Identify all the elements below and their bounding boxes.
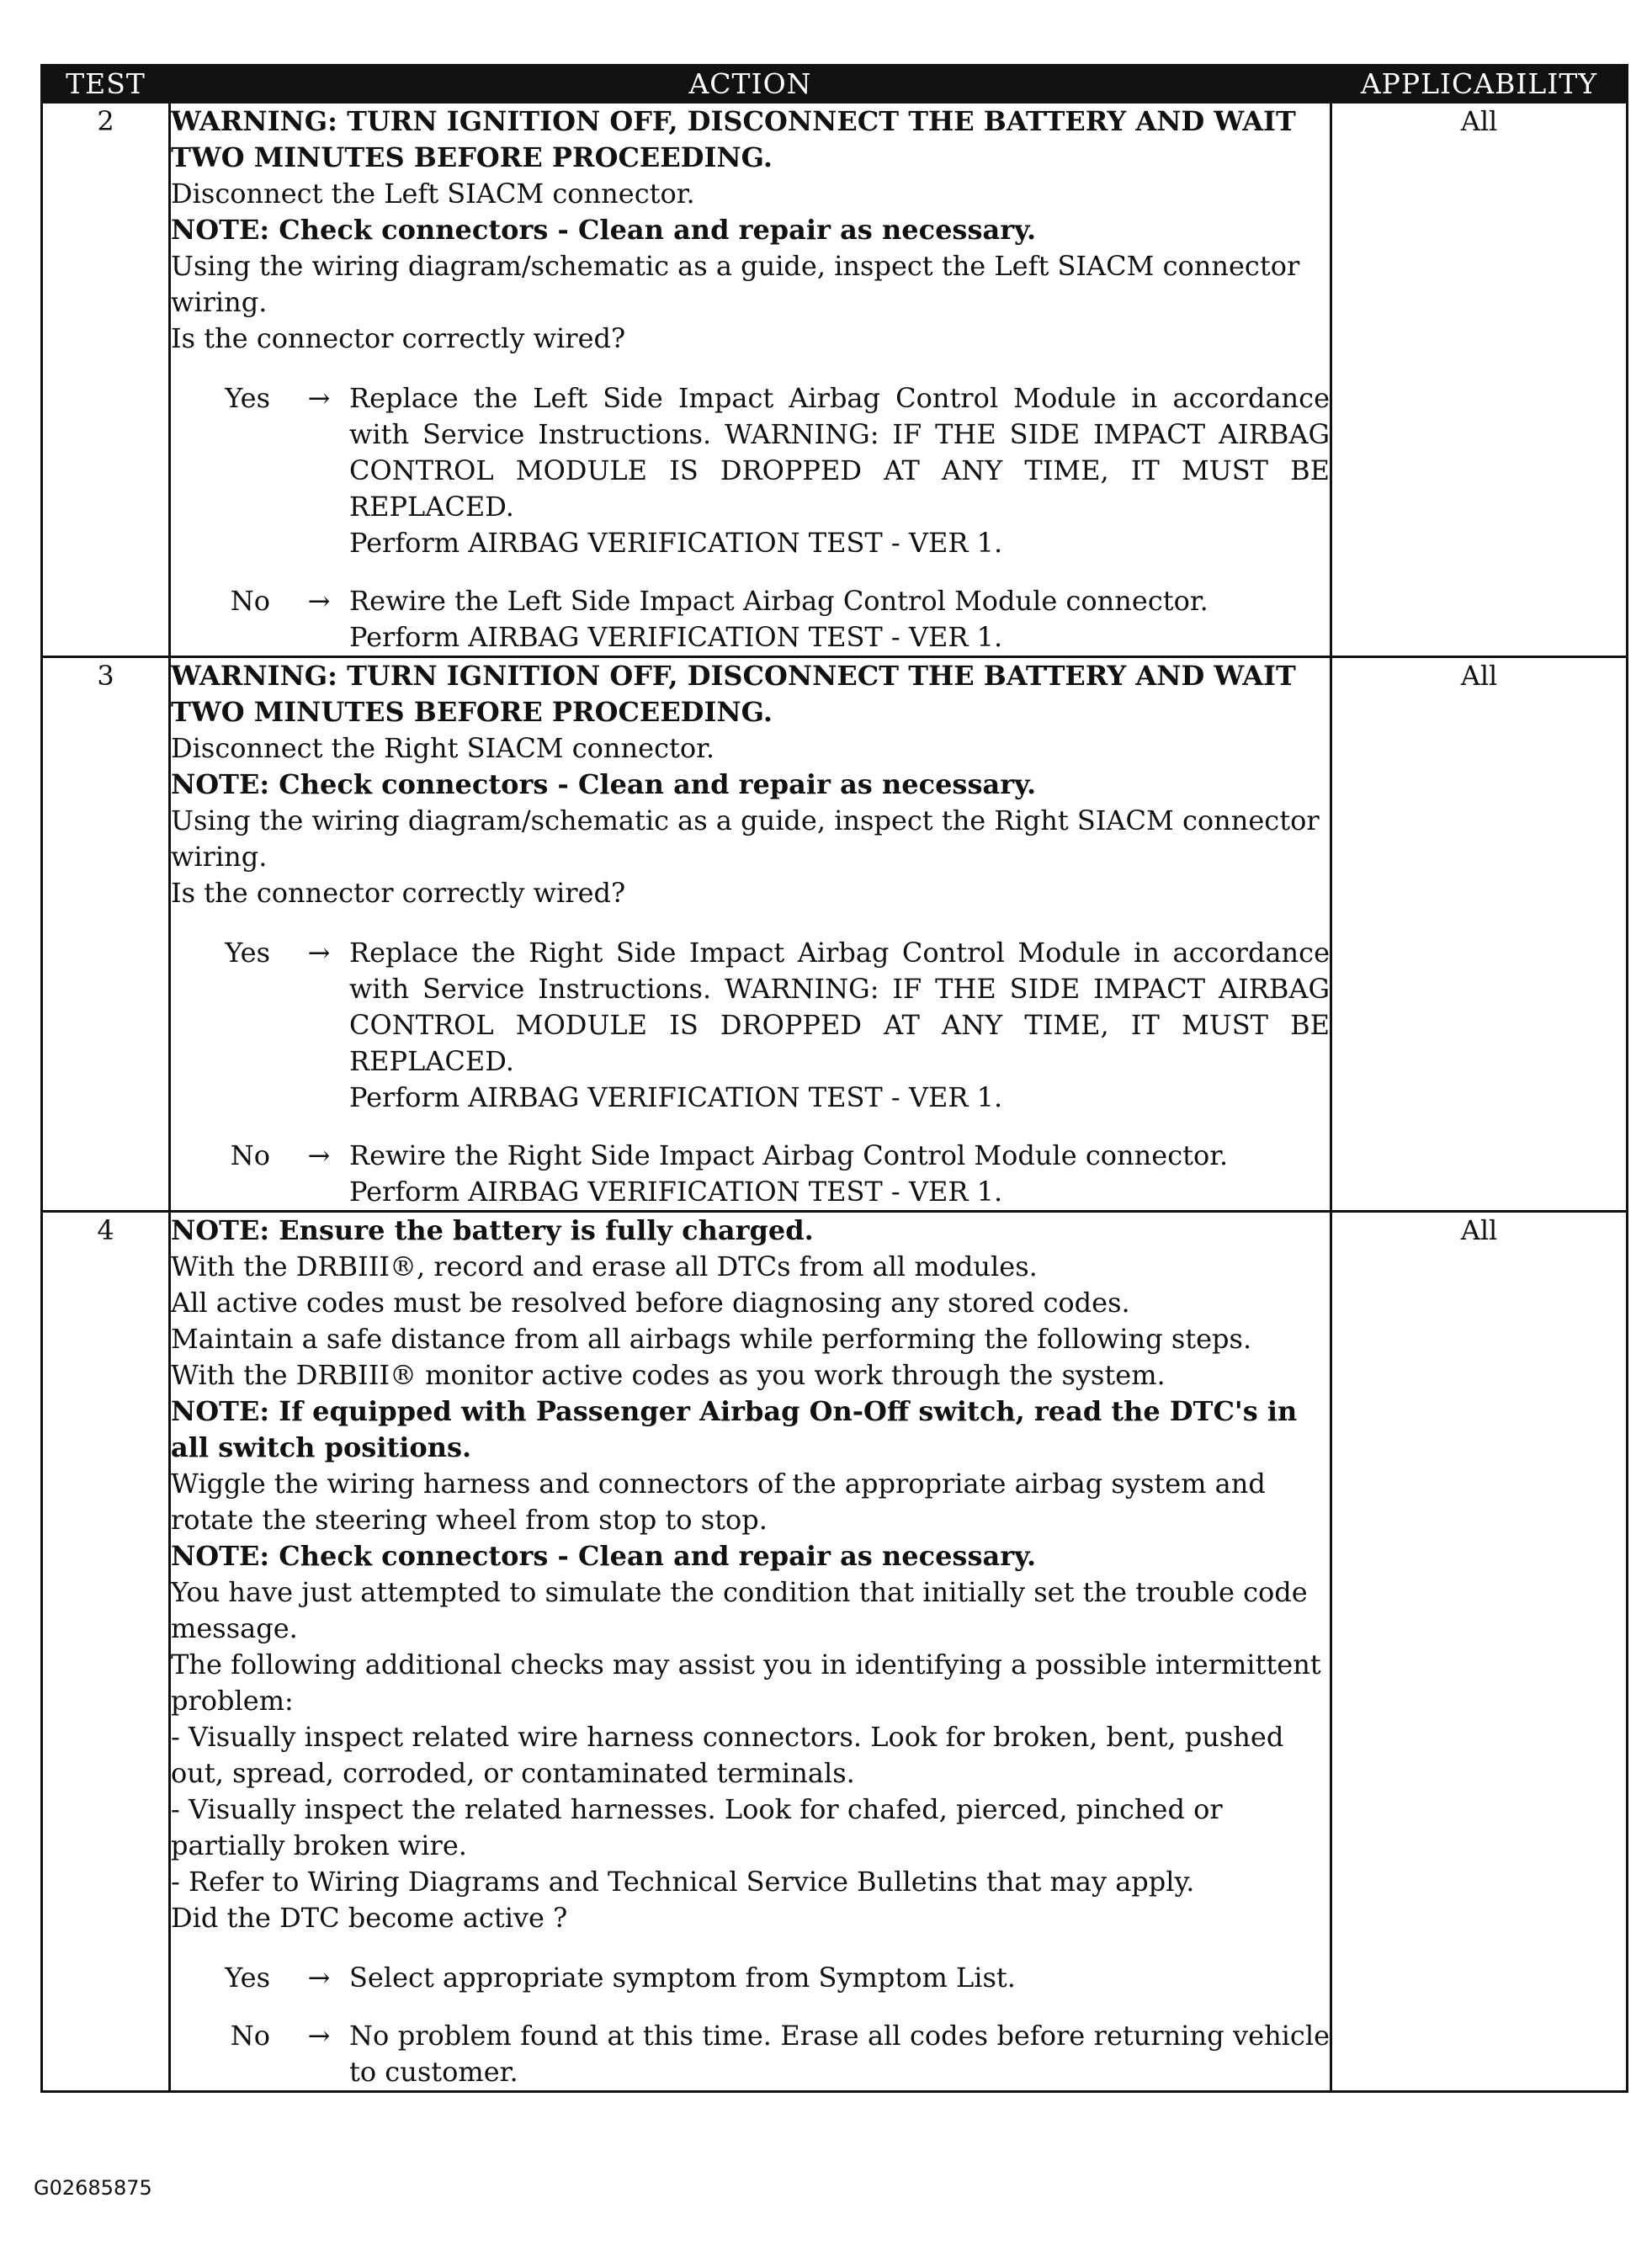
header-action: ACTION (170, 66, 1331, 103)
action-step: The following additional checks may assist you in identifying a possible intermittent problem: (171, 1648, 1321, 1717)
action-step: You have just attempted to simulate the condition that initially set the trouble code message. (171, 1576, 1308, 1644)
answer-no (171, 1138, 1330, 1210)
answer-no (171, 2018, 1330, 2090)
answer-followup: Perform AIRBAG VERIFICATION TEST - VER 1. (349, 1081, 1003, 1113)
action-step: Wiggle the wiring harness and connectors of the appropriate airbag system and rotate the steering wheel from stop to stop. (171, 1468, 1266, 1536)
table-body (42, 103, 1628, 2092)
answer-instruction: No problem found at this time. Erase all codes before returning vehicle to customer. (349, 2020, 1330, 2088)
action-step: Disconnect the Left SIACM connector. (171, 178, 695, 210)
answer-yes (171, 380, 1330, 561)
applicability: All (1331, 103, 1628, 657)
action-note: NOTE: Check connectors - Clean and repair as necessary. (171, 214, 1037, 246)
action-step: - Visually inspect the related harnesses. Look for chafed, pierced, pinched or partially broken wire. (171, 1793, 1223, 1861)
action-step: Did the DTC become active ? (171, 1902, 568, 1934)
action-step: - Refer to Wiring Diagrams and Technical Service Bulletins that may apply. (171, 1866, 1195, 1898)
table-header-row (42, 66, 1628, 103)
applicability: All (1331, 657, 1628, 1212)
answer-label: Yes (225, 937, 270, 969)
answer-label: No (230, 2020, 270, 2052)
figure-code: G02685875 (34, 2176, 152, 2200)
answer-no (171, 583, 1330, 656)
answer-label: No (230, 1139, 270, 1171)
action-note: WARNING: TURN IGNITION OFF, DISCONNECT THE BATTERY AND WAIT TWO MINUTES BEFORE PROCEEDING. (171, 660, 1296, 728)
header-test: TEST (42, 66, 170, 103)
answer-text (349, 583, 1330, 656)
answer-followup: Perform AIRBAG VERIFICATION TEST - VER 1. (349, 527, 1003, 559)
answer-instruction: Replace the Left Side Impact Airbag Control Module in accordance with Service Instructions. WARNING: IF THE SIDE IMPACT AIRBAG CONTROL MODULE IS DROPPED AT ANY TIME, IT MUST BE REPLACED. (349, 382, 1330, 523)
answer-label: Yes (225, 382, 270, 414)
arrow-right-icon: → (307, 382, 331, 414)
action-step: Disconnect the Right SIACM connector. (171, 732, 715, 764)
test-number: 3 (42, 657, 170, 1212)
action-step: Is the connector correctly wired? (171, 877, 626, 909)
answer-followup: Perform AIRBAG VERIFICATION TEST - VER 1. (349, 1176, 1003, 1208)
diagnostic-test-table (40, 64, 1628, 2093)
action-cell (170, 1212, 1331, 2092)
answer-text (349, 2018, 1330, 2090)
answer-instruction: Rewire the Right Side Impact Airbag Control Module connector. (349, 1139, 1229, 1171)
arrow-right-icon: → (307, 2020, 331, 2052)
answer-options (171, 935, 1330, 1210)
answer-text (349, 935, 1330, 1116)
answer-text (349, 1960, 1330, 1996)
arrow-right-icon: → (307, 1962, 331, 1994)
action-cell (170, 103, 1331, 657)
action-note: NOTE: If equipped with Passenger Airbag On-Off switch, read the DTC's in all switch positions. (171, 1395, 1298, 1463)
action-note: NOTE: Check connectors - Clean and repair as necessary. (171, 768, 1037, 800)
answer-followup: Perform AIRBAG VERIFICATION TEST - VER 1. (349, 621, 1003, 653)
arrow-right-icon: → (307, 585, 331, 617)
table-row (42, 657, 1628, 1212)
action-step: - Visually inspect related wire harness connectors. Look for broken, bent, pushed out, spread, corroded, or contaminated terminals. (171, 1721, 1284, 1789)
answer-yes (171, 1960, 1330, 1996)
answer-instruction: Rewire the Left Side Impact Airbag Control Module connector. (349, 585, 1208, 617)
action-step: With the DRBIII®, record and erase all DTCs from all modules. (171, 1250, 1038, 1282)
answer-options (171, 380, 1330, 656)
test-number: 4 (42, 1212, 170, 2092)
answer-instruction: Replace the Right Side Impact Airbag Control Module in accordance with Service Instructions. WARNING: IF THE SIDE IMPACT AIRBAG CONTROL MODULE IS DROPPED AT ANY TIME, IT MUST BE REPLACED. (349, 937, 1330, 1077)
action-step: With the DRBIII® monitor active codes as you work through the system. (171, 1359, 1166, 1391)
answer-yes (171, 935, 1330, 1116)
header-applicability: APPLICABILITY (1331, 66, 1628, 103)
answer-label: Yes (225, 1962, 270, 1994)
action-note: WARNING: TURN IGNITION OFF, DISCONNECT THE BATTERY AND WAIT TWO MINUTES BEFORE PROCEEDING. (171, 105, 1296, 173)
action-step: Is the connector correctly wired? (171, 322, 626, 354)
table-row (42, 103, 1628, 657)
answer-options (171, 1960, 1330, 2090)
arrow-right-icon: → (307, 937, 331, 969)
procedure-sheet (40, 64, 1626, 2093)
table-row (42, 1212, 1628, 2092)
test-number: 2 (42, 103, 170, 657)
action-step: All active codes must be resolved before diagnosing any stored codes. (171, 1287, 1130, 1319)
action-note: NOTE: Ensure the battery is fully charged. (171, 1214, 814, 1246)
action-step: Maintain a safe distance from all airbags while performing the following steps. (171, 1323, 1252, 1355)
answer-text (349, 1138, 1330, 1210)
action-step: Using the wiring diagram/schematic as a guide, inspect the Left SIACM connector wiring. (171, 250, 1300, 318)
answer-instruction: Select appropriate symptom from Symptom List. (349, 1962, 1016, 1994)
arrow-right-icon: → (307, 1139, 331, 1171)
answer-label: No (230, 585, 270, 617)
answer-text (349, 380, 1330, 561)
action-step: Using the wiring diagram/schematic as a guide, inspect the Right SIACM connector wiring. (171, 804, 1320, 873)
action-note: NOTE: Check connectors - Clean and repair as necessary. (171, 1540, 1037, 1572)
action-cell (170, 657, 1331, 1212)
applicability: All (1331, 1212, 1628, 2092)
